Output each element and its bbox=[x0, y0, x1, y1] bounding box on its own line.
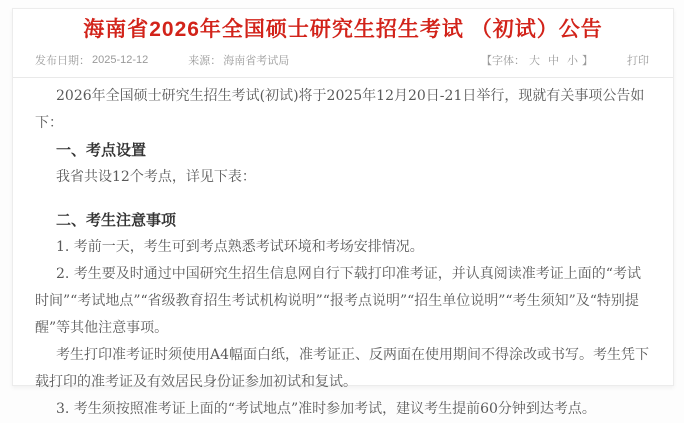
meta-left-group bbox=[35, 52, 289, 68]
notice-item-1: 1. 考前一天，考生可到考点熟悉考试环境和考场安排情况。 bbox=[56, 239, 424, 255]
source-label: 来源： bbox=[188, 55, 222, 67]
article-body bbox=[13, 78, 673, 423]
source-value: 海南省考试局 bbox=[223, 55, 290, 67]
font-size-suffix: 】 bbox=[582, 55, 593, 67]
meta-right-group bbox=[481, 52, 649, 68]
intro-paragraph: 2026年全国硕士研究生招生考试(初试)将于2025年12月20日-21日举行，现就有关事项公告如下： bbox=[35, 88, 645, 131]
announcement-article bbox=[12, 8, 674, 417]
table-placeholder-gap bbox=[35, 191, 651, 207]
font-size-medium-button[interactable]: 中 bbox=[548, 55, 559, 67]
section-1-heading: 一、考点设置 bbox=[56, 142, 147, 159]
publish-date-label: 发布日期： bbox=[35, 55, 90, 67]
print-button[interactable]: 打印 bbox=[627, 55, 649, 67]
section-2-heading: 二、考生注意事项 bbox=[56, 212, 177, 229]
page-title: 海南省2026年全国硕士研究生招生考试 （初试）公告 bbox=[83, 18, 603, 41]
notice-item-2-continued: 考生打印准考证时须使用A4幅面白纸，准考证正、反两面在使用期间不得涂改或书写。考生凭下载打印的准考证及有效居民身份证参加初试和复试。 bbox=[35, 347, 650, 390]
notice-item-2: 2. 考生要及时通过中国研究生招生信息网自行下载打印准考证，并认真阅读准考证上面的“考试时间”“考试地点”“省级教育招生考试机构说明”“报考点说明”“招生单位说明”“考生须知”及“特别提醒”等其他注意事项。 bbox=[35, 266, 641, 336]
font-size-small-button[interactable]: 小 bbox=[567, 55, 578, 67]
font-size-prefix: 【字体： bbox=[481, 55, 525, 67]
section-1-paragraph: 我省共设12个考点，详见下表： bbox=[56, 169, 256, 185]
meta-row bbox=[13, 52, 673, 68]
publish-date-value: 2025-12-12 bbox=[92, 54, 149, 66]
font-size-large-button[interactable]: 大 bbox=[529, 55, 540, 67]
notice-item-3: 3. 考生须按照准考证上面的“考试地点”准时参加考试，建议考生提前60分钟到达考点。 bbox=[56, 401, 596, 417]
